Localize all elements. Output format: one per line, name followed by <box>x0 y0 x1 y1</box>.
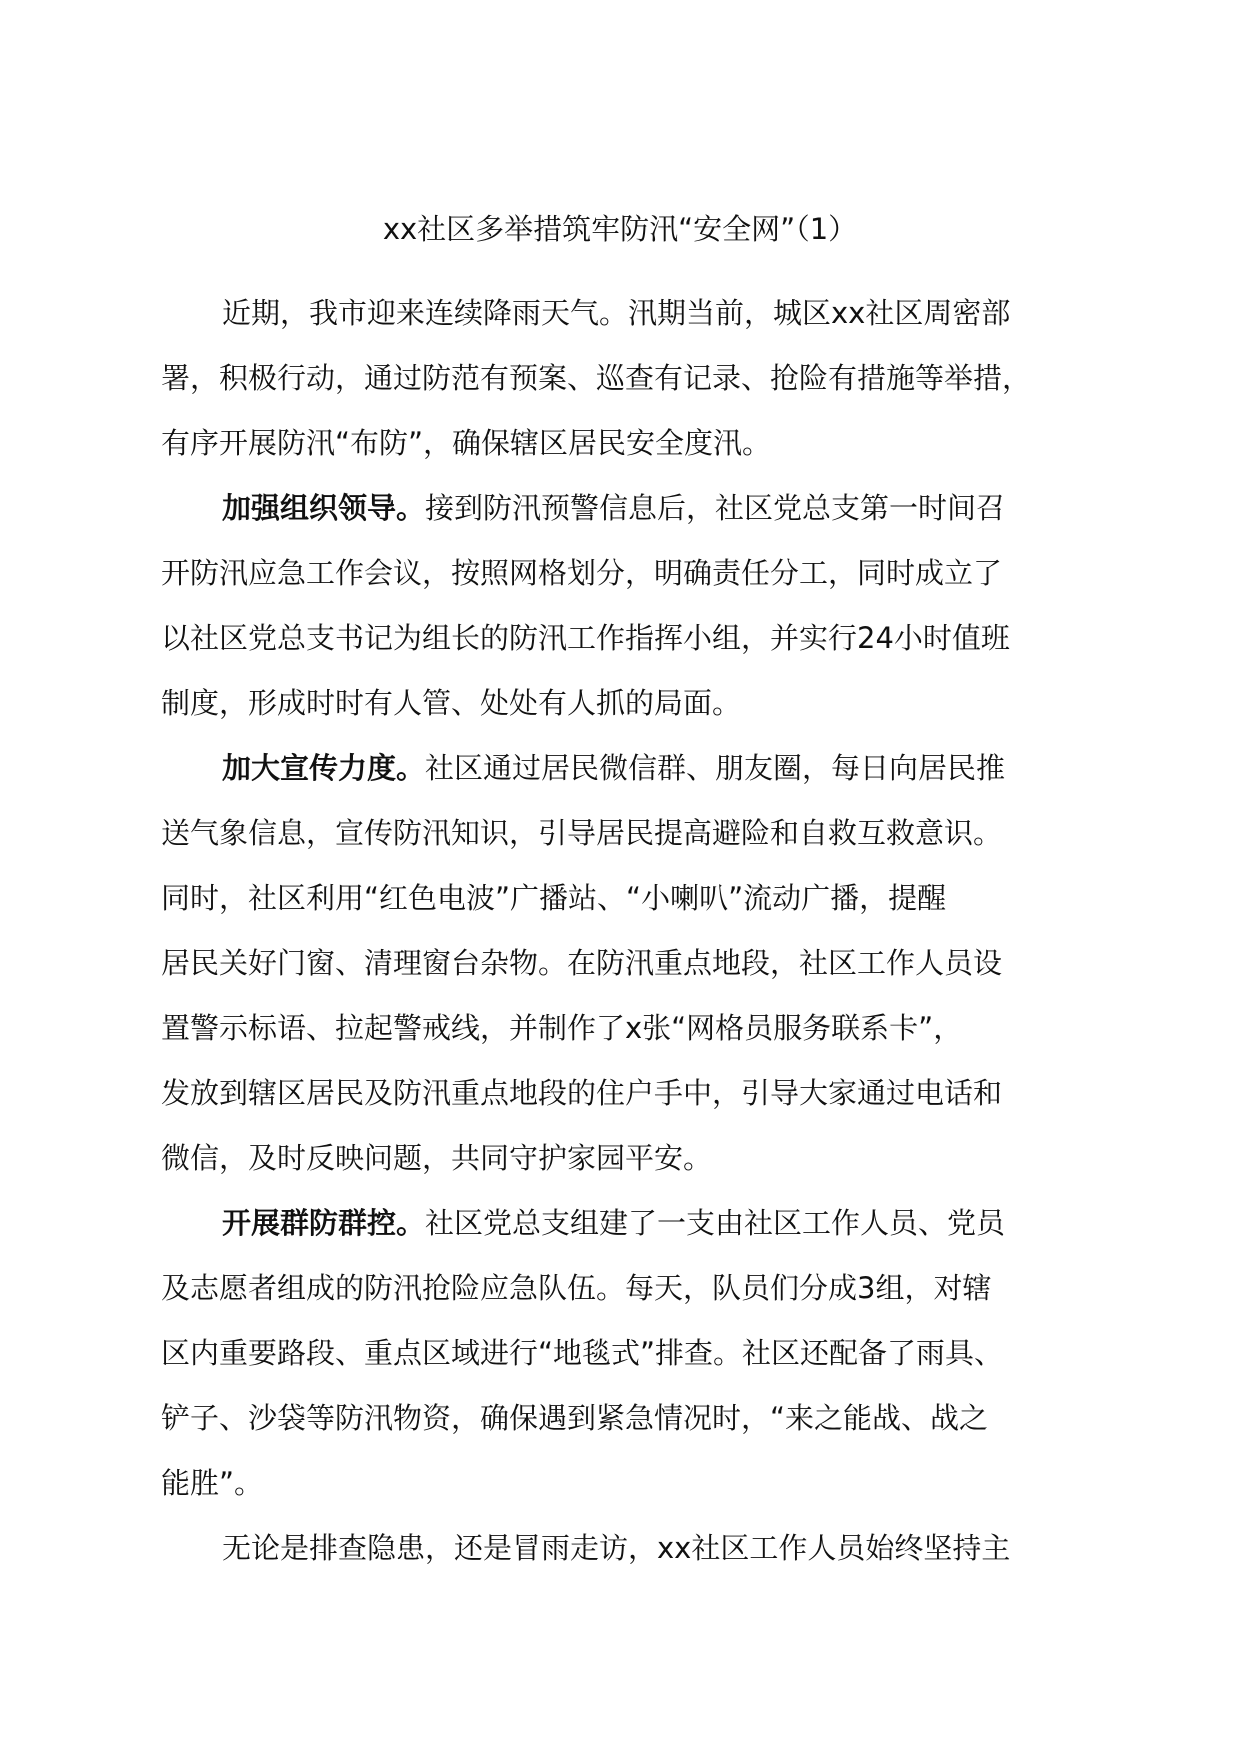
paragraph-lead: 加强组织领导。 <box>222 491 426 525</box>
paragraph-lead: 开展群防群控。 <box>222 1206 426 1240</box>
document-body <box>161 281 1101 1581</box>
text-segment: 接到防汛预警信息后，社区党总支第一时间召 <box>425 491 1006 525</box>
text-line: 制度，形成时时有人管、处处有人抓的局面。 <box>161 686 742 720</box>
text-line: 开防汛应急工作会议，按照网格划分，明确责任分工，同时成立了 <box>161 556 1003 590</box>
text-line: 以社区党总支书记为组长的防汛工作指挥小组，并实行24小时值班 <box>161 621 1010 655</box>
text-line: 署，积极行动，通过防范有预案、巡查有记录、抢险有措施等举措， <box>161 361 1032 395</box>
paragraph-organization <box>161 476 1101 736</box>
text-line: 有序开展防汛“布防”，确保辖区居民安全度汛。 <box>161 426 772 460</box>
text-line: 置警示标语、拉起警戒线，并制作了x张“网格员服务联系卡”， <box>161 1011 963 1045</box>
text-line: 铲子、沙袋等防汛物资，确保遇到紧急情况时，“来之能战、战之 <box>161 1401 989 1435</box>
text-line: 同时，社区利用“红色电波”广播站、“小喇叭”流动广播，提醒 <box>161 881 947 915</box>
text-line <box>161 736 1101 801</box>
text-line: 近期，我市迎来连续降雨天气。汛期当前，城区xx社区周密部 <box>222 296 1011 330</box>
text-line: 送气象信息，宣传防汛知识，引导居民提高避险和自救互救意识。 <box>161 816 1003 850</box>
paragraph-publicity <box>161 736 1101 1191</box>
text-segment: 社区党总支组建了一支由社区工作人员、党员 <box>425 1206 1006 1240</box>
text-line: 微信，及时反映问题，共同守护家园平安。 <box>161 1141 713 1175</box>
paragraph-closing <box>161 1516 1101 1581</box>
document-title: xx社区多举措筑牢防汛“安全网”（1） <box>382 212 858 246</box>
text-segment: 社区通过居民微信群、朋友圈，每日向居民推 <box>425 751 1006 785</box>
text-line: 无论是排查隐患，还是冒雨走访，xx社区工作人员始终坚持主 <box>222 1531 1011 1565</box>
text-line: 及志愿者组成的防汛抢险应急队伍。每天，队员们分成3组，对辖 <box>161 1271 992 1305</box>
text-line: 区内重要路段、重点区域进行“地毯式”排查。社区还配备了雨具、 <box>161 1336 1004 1370</box>
text-line: 发放到辖区居民及防汛重点地段的住户手中，引导大家通过电话和 <box>161 1076 1003 1110</box>
text-line: 能胜”。 <box>161 1466 264 1500</box>
text-line <box>161 1191 1101 1256</box>
text-line: 居民关好门窗、清理窗台杂物。在防汛重点地段，社区工作人员设 <box>161 946 1003 980</box>
paragraph-group-defense <box>161 1191 1101 1516</box>
text-line <box>161 476 1101 541</box>
paragraph-lead: 加大宣传力度。 <box>222 751 426 785</box>
paragraph-intro <box>161 281 1101 476</box>
